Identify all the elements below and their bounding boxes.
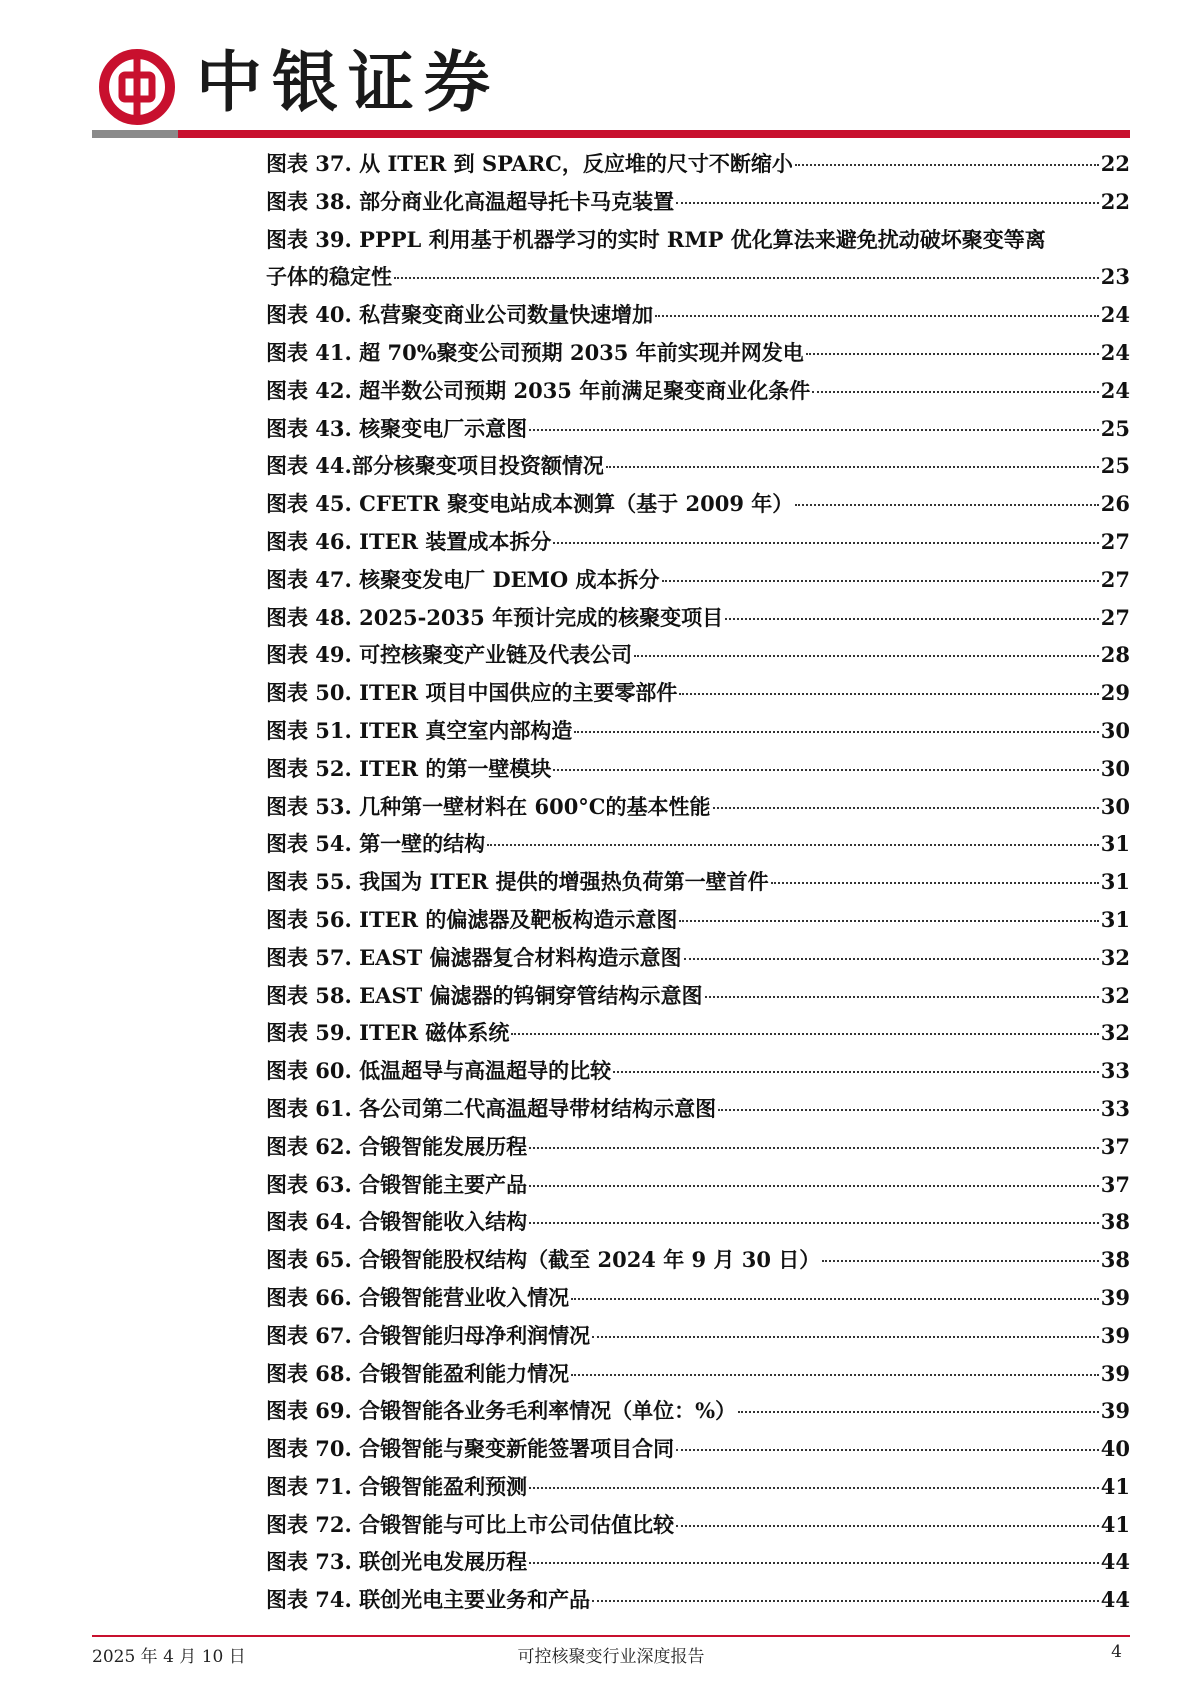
- toc-entry-page: 39: [1100, 1322, 1130, 1348]
- toc-entry-page: 27: [1100, 604, 1130, 630]
- toc-leader-dots: [606, 466, 1099, 468]
- toc-entry[interactable]: [266, 1279, 1130, 1317]
- toc-leader-dots: [592, 1600, 1099, 1602]
- toc-entry-label: 图表 55. 我国为 ITER 提供的增强热负荷第一壁首件: [266, 869, 769, 895]
- toc-entry-label-line2: 子体的稳定性: [266, 264, 392, 290]
- toc-leader-dots: [553, 542, 1098, 544]
- toc-leader-dots: [655, 315, 1099, 317]
- toc-entry-page: 39: [1100, 1398, 1130, 1424]
- toc-entry[interactable]: [266, 523, 1130, 561]
- toc-entry-page: 27: [1100, 566, 1130, 592]
- toc-entry-label: 图表 51. ITER 真空室内部构造: [266, 717, 573, 743]
- toc-entry[interactable]: [266, 1506, 1130, 1544]
- toc-entry[interactable]: [266, 561, 1130, 599]
- toc-entry[interactable]: [266, 599, 1130, 637]
- toc-entry[interactable]: [266, 145, 1130, 183]
- toc-entry-label: 图表 49. 可控核聚变产业链及代表公司: [266, 642, 633, 668]
- toc-entry[interactable]: [266, 485, 1130, 523]
- footer-divider: [92, 1635, 1130, 1637]
- toc-leader-dots: [574, 731, 1098, 733]
- toc-entry-page: 39: [1100, 1360, 1130, 1386]
- toc-leader-dots: [487, 844, 1099, 846]
- toc-leader-dots: [529, 1147, 1099, 1149]
- toc-entry-label: 图表 54. 第一壁的结构: [266, 831, 486, 857]
- toc-entry-page: 25: [1100, 415, 1130, 441]
- toc-entry-page: 32: [1100, 1020, 1130, 1046]
- toc-entry-page: 22: [1100, 188, 1130, 214]
- toc-entry[interactable]: [266, 1392, 1130, 1430]
- toc-entry-label: 图表 58. EAST 偏滤器的钨铜穿管结构示意图: [266, 982, 703, 1008]
- toc-leader-dots: [679, 693, 1098, 695]
- toc-entry-label-line1: 图表 39. PPPL 利用基于机器学习的实时 RMP 优化算法来避免扰动破坏聚变等离: [266, 226, 1046, 252]
- toc-entry[interactable]: [266, 977, 1130, 1015]
- toc-entry-label: 图表 62. 合锻智能发展历程: [266, 1133, 528, 1159]
- toc-entry[interactable]: [266, 410, 1130, 448]
- toc-leader-dots: [553, 769, 1098, 771]
- toc-leader-dots: [529, 1222, 1099, 1224]
- toc-entry-label: 图表 59. ITER 磁体系统: [266, 1020, 510, 1046]
- toc-leader-dots: [529, 1185, 1099, 1187]
- toc-entry-label: 图表 53. 几种第一壁材料在 600°C的基本性能: [266, 793, 711, 819]
- toc-entry[interactable]: [266, 296, 1130, 334]
- brand-name: 中银证券: [196, 43, 500, 121]
- toc-entry-page: 37: [1100, 1171, 1130, 1197]
- toc-entry-label: 图表 42. 超半数公司预期 2035 年前满足聚变商业化条件: [266, 377, 811, 403]
- toc-entry[interactable]: [266, 939, 1130, 977]
- toc-entry[interactable]: [266, 636, 1130, 674]
- toc-entry[interactable]: [266, 1543, 1130, 1581]
- toc-entry-label: 图表 69. 合锻智能各业务毛利率情况（单位：%）: [266, 1398, 737, 1424]
- toc-leader-dots: [795, 504, 1099, 506]
- toc-leader-dots: [511, 1033, 1098, 1035]
- toc-entry-page: 31: [1100, 831, 1130, 857]
- toc-leader-dots: [529, 429, 1099, 431]
- toc-leader-dots: [571, 1374, 1099, 1376]
- toc-entry-label: 图表 50. ITER 项目中国供应的主要零部件: [266, 680, 678, 706]
- toc-entry-page: 39: [1100, 1284, 1130, 1310]
- toc-leader-dots: [676, 1525, 1099, 1527]
- toc-entry[interactable]: [266, 372, 1130, 410]
- toc-entry-page: 24: [1100, 302, 1130, 328]
- toc-entry-label: 图表 72. 合锻智能与可比上市公司估值比较: [266, 1511, 675, 1537]
- toc-entry-page: 23: [1100, 264, 1130, 290]
- toc-entry[interactable]: [266, 674, 1130, 712]
- toc-entry-page: 22: [1100, 151, 1130, 176]
- toc-leader-dots: [529, 1487, 1099, 1489]
- header-divider-red: [178, 130, 1130, 138]
- toc-entry-page: 33: [1100, 1058, 1130, 1084]
- toc-entry-page: 31: [1100, 906, 1130, 932]
- toc-entry-label: 图表 65. 合锻智能股权结构（截至 2024 年 9 月 30 日）: [266, 1247, 821, 1273]
- toc-entry-page: 40: [1100, 1436, 1130, 1462]
- toc-entry[interactable]: [266, 1468, 1130, 1506]
- toc-entry[interactable]: [266, 788, 1130, 826]
- toc-entry-label: 图表 61. 各公司第二代高温超导带材结构示意图: [266, 1095, 717, 1121]
- toc-leader-dots: [738, 1411, 1099, 1413]
- toc-entry-label: 图表 38. 部分商业化高温超导托卡马克装置: [266, 188, 675, 214]
- toc-entry[interactable]: [266, 901, 1130, 939]
- toc-leader-dots: [676, 1449, 1099, 1451]
- footer-page-number: 4: [1111, 1642, 1122, 1662]
- table-of-figures: [266, 145, 1130, 1619]
- toc-entry[interactable]: [266, 1355, 1130, 1393]
- toc-leader-dots: [613, 1071, 1099, 1073]
- toc-leader-dots: [771, 882, 1099, 884]
- toc-entry-page: 30: [1100, 793, 1130, 819]
- bank-of-china-logo-icon: [98, 48, 176, 126]
- toc-entry-label: 图表 56. ITER 的偏滤器及靶板构造示意图: [266, 906, 678, 932]
- toc-entry-page: 44: [1100, 1587, 1130, 1613]
- toc-leader-dots: [822, 1260, 1098, 1262]
- toc-entry[interactable]: [266, 1581, 1130, 1619]
- toc-leader-dots: [529, 1562, 1099, 1564]
- toc-entry-label: 图表 70. 合锻智能与聚变新能签署项目合同: [266, 1436, 675, 1462]
- toc-leader-dots: [713, 807, 1099, 809]
- toc-entry[interactable]: [266, 1430, 1130, 1468]
- toc-entry-label: 图表 43. 核聚变电厂示意图: [266, 415, 528, 441]
- toc-leader-dots: [812, 391, 1099, 393]
- toc-entry-page: 41: [1100, 1473, 1130, 1499]
- toc-leader-dots: [571, 1298, 1099, 1300]
- toc-entry[interactable]: [266, 1203, 1130, 1241]
- toc-entry[interactable]: [266, 1090, 1130, 1128]
- toc-entry-label: 图表 44.部分核聚变项目投资额情况: [266, 453, 604, 479]
- toc-entry-page: 41: [1100, 1511, 1130, 1537]
- toc-entry-page: 27: [1100, 528, 1130, 554]
- toc-entry-label: 图表 63. 合锻智能主要产品: [266, 1171, 528, 1197]
- toc-entry-label: 图表 45. CFETR 聚变电站成本测算（基于 2009 年）: [266, 491, 794, 517]
- toc-entry-label: 图表 66. 合锻智能营业收入情况: [266, 1284, 570, 1310]
- toc-entry-label: 图表 46. ITER 装置成本拆分: [266, 528, 552, 554]
- toc-entry[interactable]: [266, 221, 1130, 297]
- toc-entry[interactable]: [266, 750, 1130, 788]
- toc-entry-label: 图表 40. 私营聚变商业公司数量快速增加: [266, 302, 654, 328]
- toc-entry-label: 图表 37. 从 ITER 到 SPARC，反应堆的尺寸不断缩小: [266, 151, 793, 176]
- toc-entry[interactable]: [266, 334, 1130, 372]
- toc-entry[interactable]: [266, 1052, 1130, 1090]
- toc-entry-page: 30: [1100, 717, 1130, 743]
- toc-entry-page: 31: [1100, 869, 1130, 895]
- page-footer: [92, 1642, 1130, 1672]
- footer-report-title: 可控核聚变行业深度报告: [517, 1647, 705, 1667]
- toc-leader-dots: [394, 277, 1099, 279]
- toc-entry-label: 图表 74. 联创光电主要业务和产品: [266, 1587, 591, 1613]
- toc-entry[interactable]: [266, 1317, 1130, 1355]
- toc-entry-label: 图表 67. 合锻智能归母净利润情况: [266, 1322, 591, 1348]
- toc-entry-label: 图表 71. 合锻智能盈利预测: [266, 1473, 528, 1499]
- toc-entry-label: 图表 60. 低温超导与高温超导的比较: [266, 1058, 612, 1084]
- toc-entry-label: 图表 73. 联创光电发展历程: [266, 1549, 528, 1575]
- toc-entry-page: 30: [1100, 755, 1130, 781]
- toc-entry[interactable]: [266, 1014, 1130, 1052]
- footer-date: 2025 年 4 月 10 日: [92, 1647, 246, 1667]
- toc-entry-page: 24: [1100, 377, 1130, 403]
- toc-entry-page: 28: [1100, 642, 1130, 668]
- toc-entry-page: 38: [1100, 1209, 1130, 1235]
- toc-entry-page: 37: [1100, 1133, 1130, 1159]
- toc-entry-page: 26: [1100, 491, 1130, 517]
- toc-entry-label: 图表 41. 超 70%聚变公司预期 2035 年前实现并网发电: [266, 339, 804, 365]
- toc-leader-dots: [684, 958, 1099, 960]
- toc-entry[interactable]: [266, 183, 1130, 221]
- toc-entry-label: 图表 57. EAST 偏滤器复合材料构造示意图: [266, 944, 682, 970]
- toc-entry[interactable]: [266, 863, 1130, 901]
- toc-entry-page: 32: [1100, 944, 1130, 970]
- toc-entry-label: 图表 52. ITER 的第一壁模块: [266, 755, 552, 781]
- toc-leader-dots: [795, 164, 1099, 166]
- toc-entry-page: 33: [1100, 1095, 1130, 1121]
- toc-leader-dots: [592, 1336, 1099, 1338]
- toc-leader-dots: [662, 580, 1099, 582]
- toc-leader-dots: [634, 655, 1099, 657]
- page-header: [0, 0, 1200, 145]
- toc-entry[interactable]: [266, 447, 1130, 485]
- header-divider-gray: [92, 130, 178, 138]
- toc-entry-label: 图表 48. 2025-2035 年预计完成的核聚变项目: [266, 604, 724, 630]
- toc-leader-dots: [705, 996, 1099, 998]
- toc-entry-page: 29: [1100, 680, 1130, 706]
- toc-entry-label: 图表 47. 核聚变发电厂 DEMO 成本拆分: [266, 566, 660, 592]
- toc-entry-page: 24: [1100, 339, 1130, 365]
- toc-leader-dots: [725, 618, 1099, 620]
- toc-entry-page: 38: [1100, 1247, 1130, 1273]
- toc-leader-dots: [676, 202, 1099, 204]
- toc-entry[interactable]: [266, 1166, 1130, 1204]
- toc-entry-page: 32: [1100, 982, 1130, 1008]
- toc-entry[interactable]: [266, 1128, 1130, 1166]
- toc-leader-dots: [679, 920, 1098, 922]
- toc-entry-page: 25: [1100, 453, 1130, 479]
- toc-leader-dots: [806, 353, 1099, 355]
- toc-entry-label: 图表 68. 合锻智能盈利能力情况: [266, 1360, 570, 1386]
- toc-leader-dots: [718, 1109, 1099, 1111]
- toc-entry-page: 44: [1100, 1549, 1130, 1575]
- toc-entry[interactable]: [266, 712, 1130, 750]
- toc-entry-label: 图表 64. 合锻智能收入结构: [266, 1209, 528, 1235]
- toc-entry[interactable]: [266, 1241, 1130, 1279]
- toc-entry[interactable]: [266, 825, 1130, 863]
